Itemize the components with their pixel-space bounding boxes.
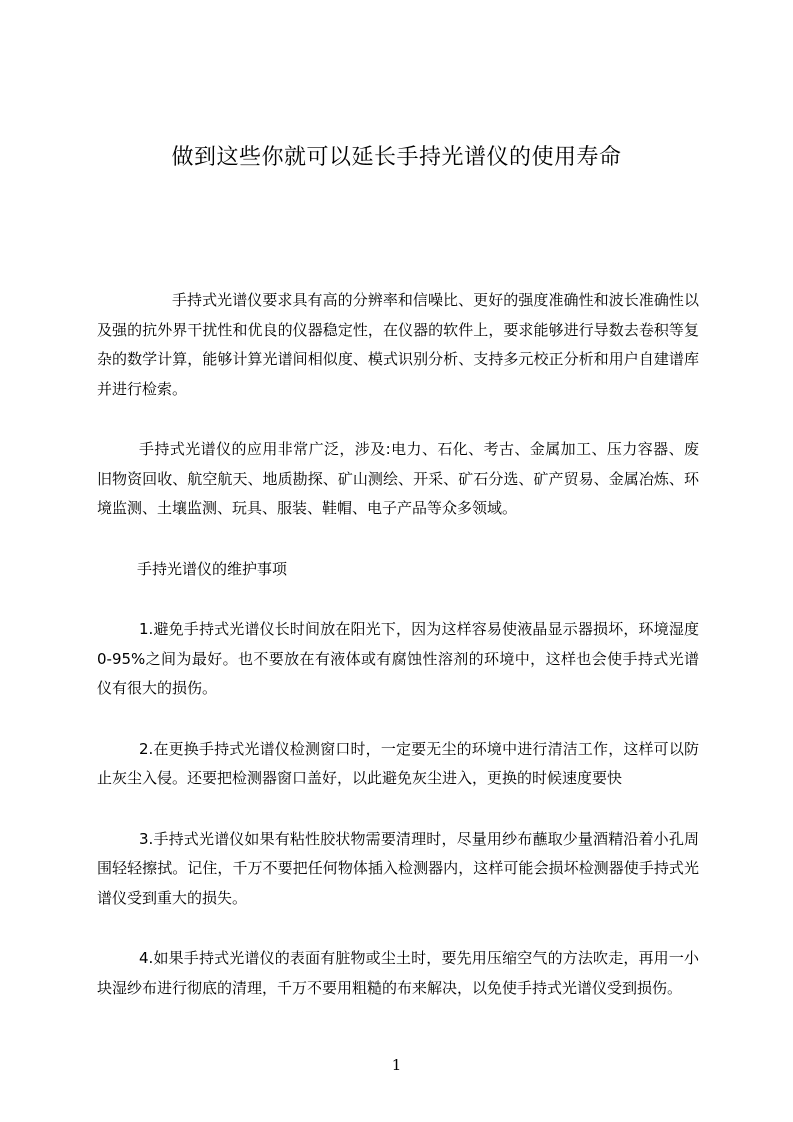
paragraph-spacer	[97, 794, 699, 825]
paragraph-spacer	[97, 704, 699, 735]
document-body	[97, 286, 699, 1003]
maintenance-item-4: 4.如果手持式光谱仪的表面有脏物或尘土时，要先用压缩空气的方法吹走，再用一小块湿纱布进行彻底的清理，千万不要用粗糙的布来解决，以免使手持式光谱仪受到损伤。	[97, 949, 699, 997]
maintenance-heading: 手持光谱仪的维护事项	[137, 559, 288, 578]
applications-paragraph: 手持式光谱仪的应用非常广泛，涉及:电力、石化、考古、金属加工、压力容器、废旧物资回收、航空航天、地质勘探、矿山测绘、开采、矿石分选、矿产贸易、金属冶炼、环境监测、土壤监测、玩具、服装、鞋帽、电子产品等众多领域。	[97, 440, 699, 517]
intro-paragraph: 手持式光谱仪要求具有高的分辨率和信噪比、更好的强度准确性和波长准确性以及强的抗外界干扰性和优良的仪器稳定性，在仪器的软件上，要求能够进行导数去卷积等复杂的数学计算，能够计算光谱间相似度、模式识别分析、支持多元校正分析和用户自建谱库并进行检索。	[97, 291, 699, 398]
paragraph-spacer	[97, 584, 699, 615]
maintenance-item-3: 3.手持式光谱仪如果有粘性胶状物需要清理时，尽量用纱布蘸取少量酒精沿着小孔周围轻轻擦拭。记住，千万不要把任何物体插入检测器内，这样可能会损坏检测器使手持式光谱仪受到重大的损失。	[97, 829, 699, 907]
page-title: 做到这些你就可以延长手持光谱仪的使用寿命	[171, 145, 622, 170]
maintenance-item-1: 1.避免手持式光谱仪长时间放在阳光下，因为这样容易使液晶显示器损坏，环境湿度 0-95%之间为最好。也不要放在有液体或有腐蚀性溶剂的环境中，这样也会使手持式光谱仪有很大的损伤。	[97, 620, 699, 697]
paragraph-spacer	[97, 404, 699, 435]
paragraph-spacer	[97, 524, 699, 555]
maintenance-item-2: 2.在更换手持式光谱仪检测窗口时，一定要无尘的环境中进行清洁工作，这样可以防止灰尘入侵。还要把检测器窗口盖好，以此避免灰尘进入，更换的时候速度要快	[97, 739, 699, 787]
paragraph-spacer	[97, 913, 699, 944]
page-number: 1	[391, 1056, 402, 1074]
